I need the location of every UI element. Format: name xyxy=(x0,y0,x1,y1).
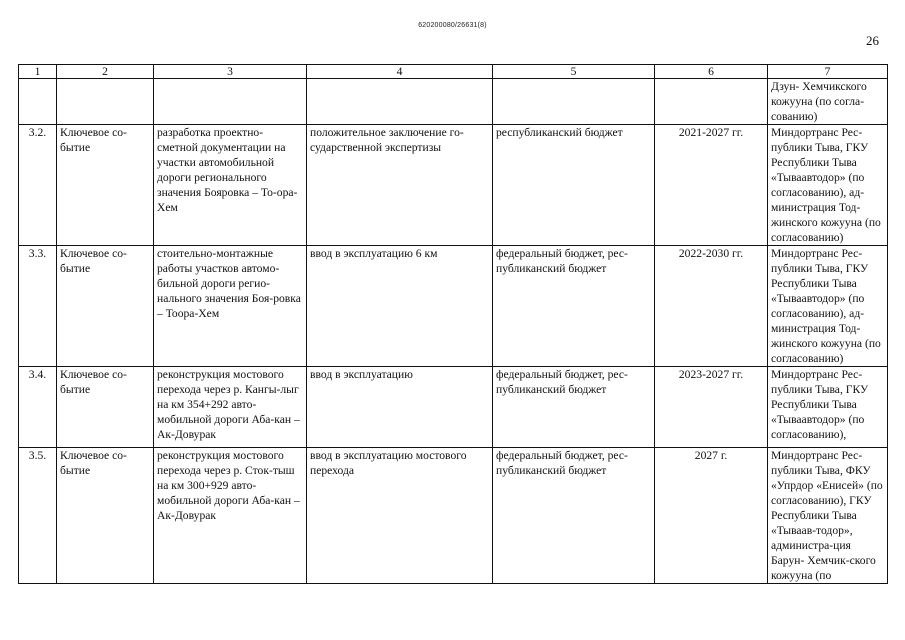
table-row xyxy=(19,246,888,367)
period: 2023-2027 гг. xyxy=(655,367,768,448)
period: 2022-2030 гг. xyxy=(655,246,768,367)
column-number: 7 xyxy=(768,65,888,79)
activity-description: стоительно-монтажные работы участков автомо-бильной дороги регио-нального значения Боя-ровка – Тоора-Хем xyxy=(154,246,307,367)
row-number: 3.5. xyxy=(19,448,57,584)
expected-result: ввод в эксплуатацию 6 км xyxy=(307,246,493,367)
expected-result: ввод в эксплуатацию мостового перехода xyxy=(307,448,493,584)
responsible-party: Миндортранс Рес-публики Тыва, ФКУ «Упрдор «Енисей» (по согласованию), ГКУ Республики Тыва «Тываав-тодор», администра-ция Барун- Хемчик-ского кожууна (по xyxy=(768,448,888,584)
column-number: 2 xyxy=(57,65,154,79)
period: 2021-2027 гг. xyxy=(655,125,768,246)
expected-result: положительное заключение го-сударственной экспертизы xyxy=(307,125,493,246)
period xyxy=(655,79,768,125)
event-type: Ключевое со-бытие xyxy=(57,448,154,584)
responsible-party: Дзун- Хемчикского кожууна (по согла-сованию) xyxy=(768,79,888,125)
funding-source xyxy=(493,79,655,125)
activity-description: разработка проектно-сметной документации на участки автомобильной дороги регионального значения Бояровка – То-ора-Хем xyxy=(154,125,307,246)
event-type: Ключевое со-бытие xyxy=(57,246,154,367)
column-number-row xyxy=(19,65,888,79)
row-number: 3.2. xyxy=(19,125,57,246)
table-row-continuation xyxy=(19,79,888,125)
row-number xyxy=(19,79,57,125)
column-number: 4 xyxy=(307,65,493,79)
responsible-party: Миндортранс Рес-публики Тыва, ГКУ Республики Тыва «Тываавтодор» (по согласованию), ад-министрация Тод-жинского кожууна (по согласованию) xyxy=(768,125,888,246)
table-row xyxy=(19,367,888,448)
table-row xyxy=(19,448,888,584)
row-number: 3.3. xyxy=(19,246,57,367)
column-number: 6 xyxy=(655,65,768,79)
activity-table xyxy=(18,64,888,584)
funding-source: республиканский бюджет xyxy=(493,125,655,246)
page-number: 26 xyxy=(866,33,879,48)
column-number: 1 xyxy=(19,65,57,79)
event-type: Ключевое со-бытие xyxy=(57,125,154,246)
responsible-party: Миндортранс Рес-публики Тыва, ГКУ Республики Тыва «Тываавтодор» (по согласованию), xyxy=(768,367,888,448)
expected-result: ввод в эксплуатацию xyxy=(307,367,493,448)
activity-description xyxy=(154,79,307,125)
funding-source: федеральный бюджет, рес-публиканский бюджет xyxy=(493,367,655,448)
funding-source: федеральный бюджет, рес-публиканский бюджет xyxy=(493,246,655,367)
event-type: Ключевое со-бытие xyxy=(57,367,154,448)
activity-description: реконструкция мостового перехода через р. Кангы-лыг на км 354+292 авто-мобильной дороги Аба-кан – Ак-Довурак xyxy=(154,367,307,448)
responsible-party: Миндортранс Рес-публики Тыва, ГКУ Республики Тыва «Тываавтодор» (по согласованию), ад-министрация Тод-жинского кожууна (по согласованию) xyxy=(768,246,888,367)
document-id: 620200080/26631(8) xyxy=(418,22,487,29)
column-number: 3 xyxy=(154,65,307,79)
column-number: 5 xyxy=(493,65,655,79)
period: 2027 г. xyxy=(655,448,768,584)
expected-result xyxy=(307,79,493,125)
table-row xyxy=(19,125,888,246)
event-type xyxy=(57,79,154,125)
row-number: 3.4. xyxy=(19,367,57,448)
activity-description: реконструкция мостового перехода через р. Сток-тыш на км 300+929 авто-мобильной дороги Аба-кан – Ак-Довурак xyxy=(154,448,307,584)
funding-source: федеральный бюджет, рес-публиканский бюджет xyxy=(493,448,655,584)
